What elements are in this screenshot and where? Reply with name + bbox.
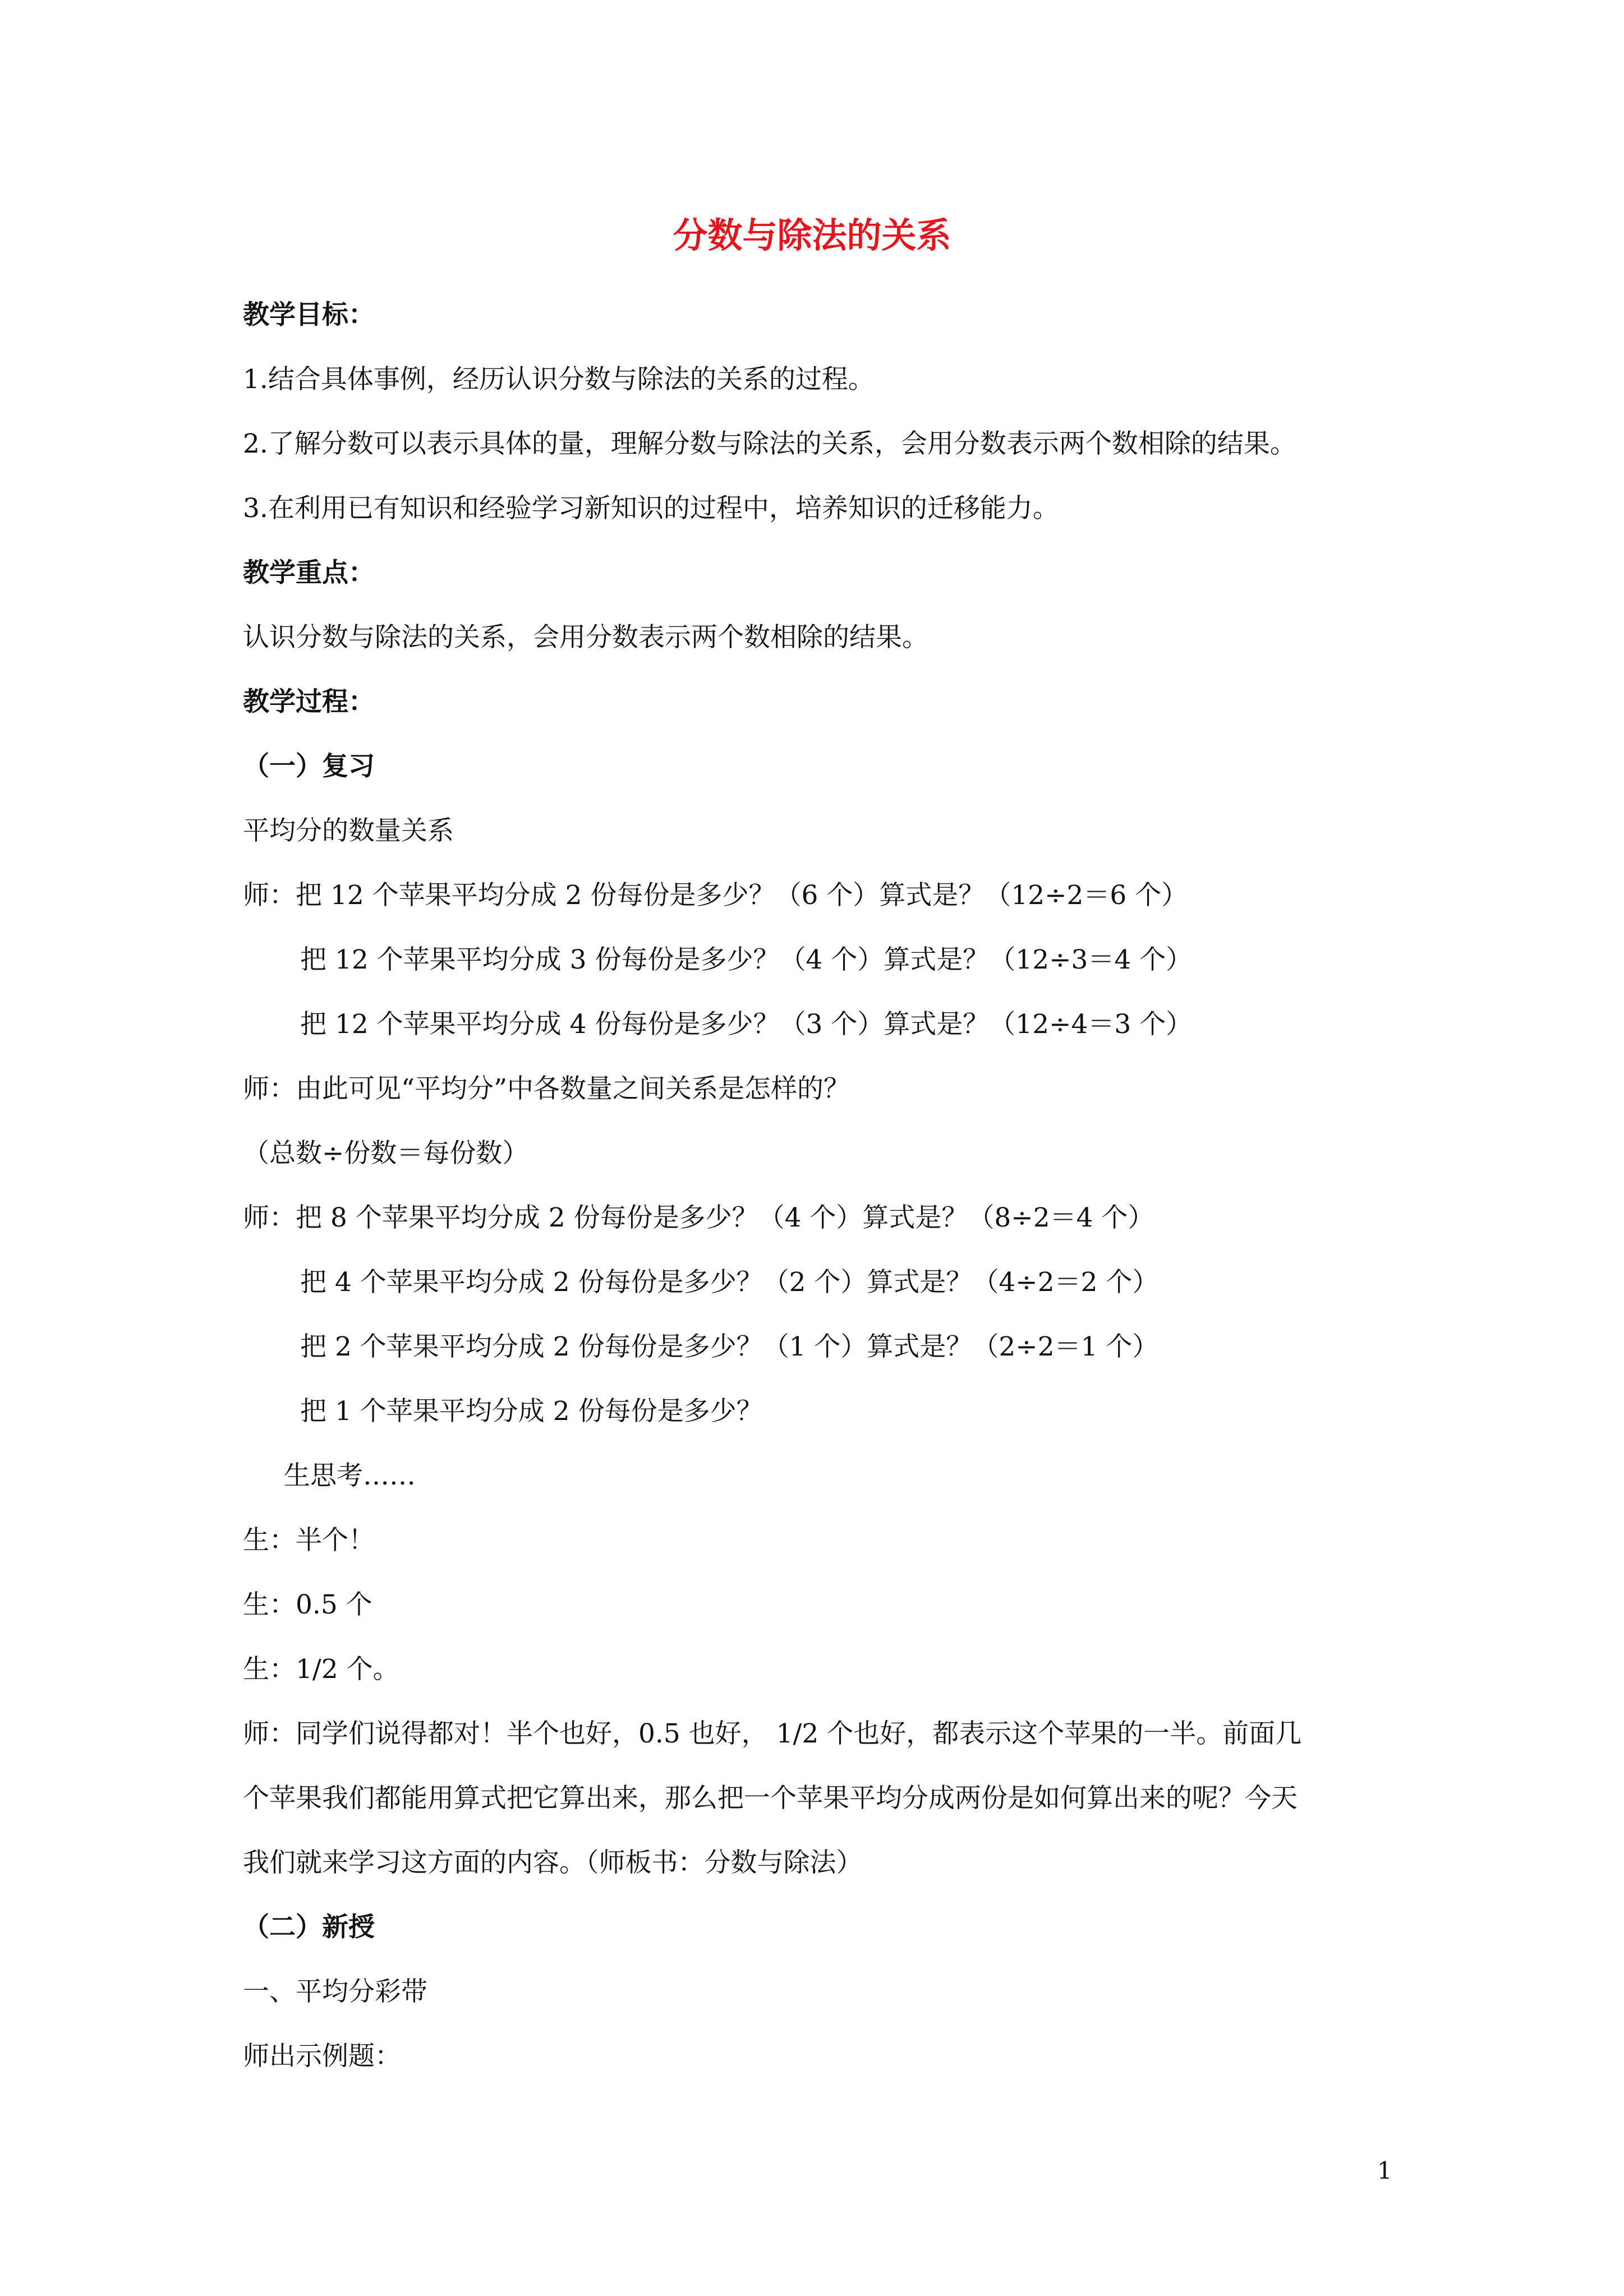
review-intro: 平均分的数量关系 bbox=[243, 815, 454, 846]
review-line: 我们就来学习这方面的内容。（师板书：分数与除法） bbox=[243, 1847, 863, 1878]
goal-3: 3.在利用已有知识和经验学习新知识的过程中，培养知识的迁移能力。 bbox=[243, 493, 1059, 524]
review-line: 生思考…… bbox=[284, 1460, 416, 1491]
review-line: 师：同学们说得都对！半个也好，0.5 也好， 1/2 个也好，都表示这个苹果的一半。前面几 bbox=[243, 1718, 1302, 1749]
review-line: 个苹果我们都能用算式把它算出来，那么把一个苹果平均分成两份是如何算出来的呢？今天 bbox=[243, 1783, 1298, 1814]
new-lesson-sub1: 一、平均分彩带 bbox=[243, 1976, 427, 2007]
goal-2: 2.了解分数可以表示具体的量，理解分数与除法的关系，会用分数表示两个数相除的结果。 bbox=[243, 428, 1296, 459]
document-title: 分数与除法的关系 bbox=[673, 215, 951, 256]
heading-new-lesson: （二）新授 bbox=[243, 1912, 375, 1943]
heading-review: （一）复习 bbox=[243, 751, 375, 782]
review-line: 生：1/2 个。 bbox=[243, 1654, 399, 1685]
key-point-text: 认识分数与除法的关系，会用分数表示两个数相除的结果。 bbox=[243, 622, 928, 653]
review-line: 师：由此可见“平均分”中各数量之间关系是怎样的？ bbox=[243, 1073, 850, 1104]
review-line: 把 1 个苹果平均分成 2 份每份是多少？ bbox=[300, 1396, 763, 1427]
review-line: 师：把 8 个苹果平均分成 2 份每份是多少？（4 个）算式是？（8÷2＝4 个） bbox=[243, 1202, 1154, 1233]
heading-key-points: 教学重点： bbox=[243, 557, 375, 588]
review-line: 生：半个！ bbox=[243, 1525, 375, 1556]
page-number: 1 bbox=[1377, 2157, 1392, 2184]
review-line: 生：0.5 个 bbox=[243, 1589, 372, 1620]
review-line: 师：把 12 个苹果平均分成 2 份每份是多少？（6 个）算式是？（12÷2＝6 个） bbox=[243, 880, 1188, 911]
review-line: （总数÷份数＝每份数） bbox=[243, 1138, 529, 1169]
new-lesson-example: 师出示例题： bbox=[243, 2041, 401, 2072]
review-line: 把 2 个苹果平均分成 2 份每份是多少？（1 个）算式是？（2÷2＝1 个） bbox=[300, 1331, 1159, 1362]
review-line: 把 12 个苹果平均分成 3 份每份是多少？（4 个）算式是？（12÷3＝4 个） bbox=[300, 944, 1193, 975]
review-line: 把 12 个苹果平均分成 4 份每份是多少？（3 个）算式是？（12÷4＝3 个） bbox=[300, 1009, 1193, 1040]
review-line: 把 4 个苹果平均分成 2 份每份是多少？（2 个）算式是？（4÷2＝2 个） bbox=[300, 1267, 1159, 1298]
goal-1: 1.结合具体事例，经历认识分数与除法的关系的过程。 bbox=[243, 364, 875, 395]
heading-goals: 教学目标： bbox=[243, 299, 375, 330]
heading-process: 教学过程： bbox=[243, 686, 375, 717]
